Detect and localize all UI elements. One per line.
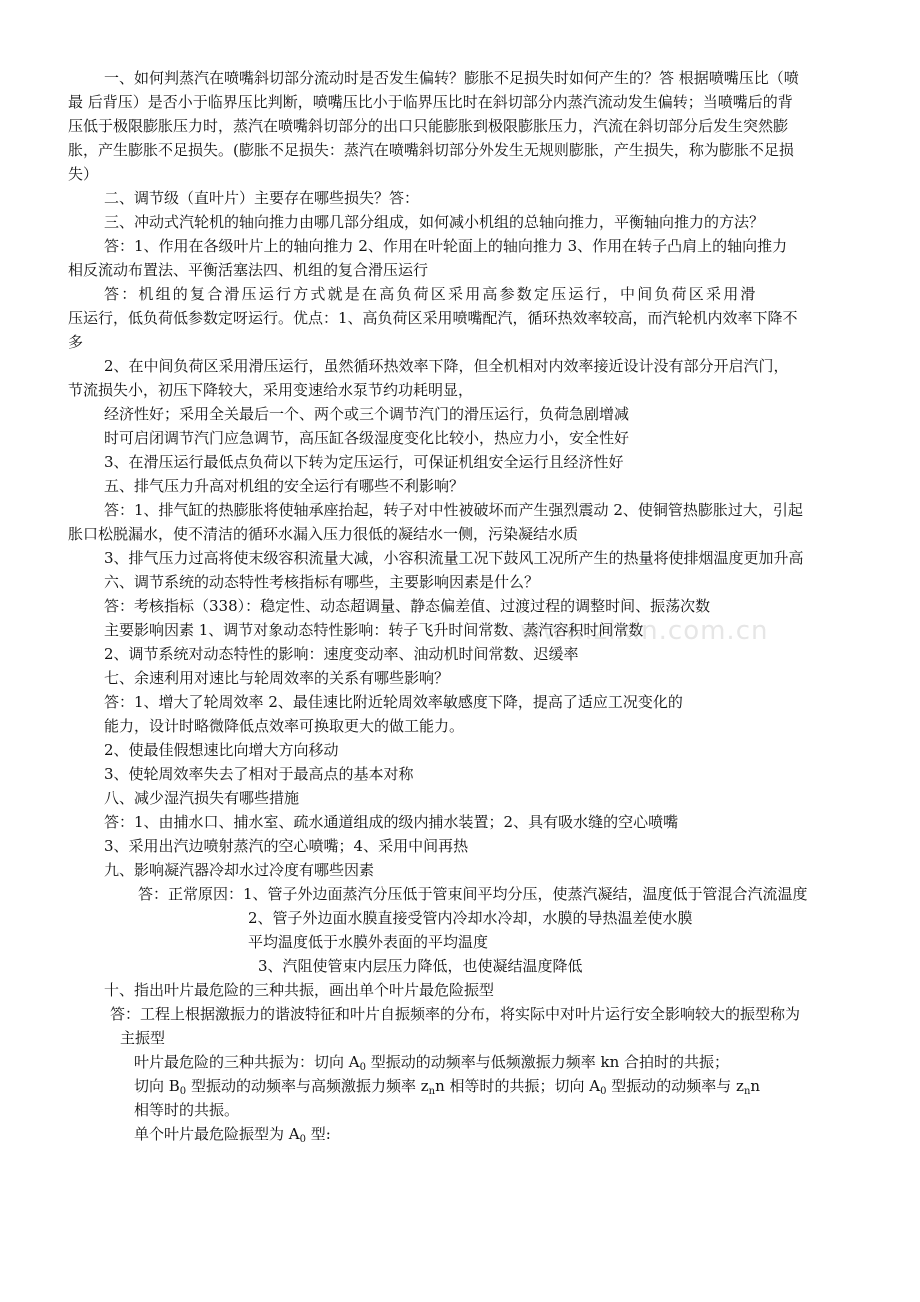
subscript-n: n: [743, 1086, 751, 1097]
q10-answer-6-b: 型:: [305, 1125, 331, 1143]
q4-answer-4: 2、在中间负荷区采用滑压运行，虽然循环热效率下降，但全机相对内效率接近设计没有部分开启汽门，: [104, 357, 789, 375]
q1-line-3: 压低于极限膨胀压力时，蒸汽在喷嘴斜切部分的出口只能膨胀到极限膨胀压力，汽流在斜切部分后发生突然膨: [68, 117, 789, 135]
q10-answer-4-d: 型振动的动频率与 z: [606, 1077, 744, 1095]
q1-line-5: 失）: [68, 165, 99, 183]
q3-answer-1: 答：1、作用在各级叶片上的轴向推力 2、作用在叶轮面上的轴向推力 3、作用在转子凸肩上的轴向推力: [104, 237, 788, 255]
q4-answer-6: 经济性好；采用全关最后一个、两个或三个调节汽门的滑压运行，负荷急剧增减: [104, 405, 630, 423]
q9-answer-2: 2、管子外边面水膜直接受管内冷却水冷却，水膜的导热温差使水膜: [248, 909, 693, 927]
q9-heading: 九、影响凝汽器冷却水过冷度有哪些因素: [104, 861, 375, 879]
q10-answer-4-e: n: [750, 1077, 761, 1095]
q4-answer-2: 压运行，低负荷低参数定呀运行。优点：1、高负荷区采用喷嘴配汽，循环热效率较高，而汽轮机内效率下降不: [68, 309, 798, 327]
q10-answer-4: [134, 1074, 760, 1098]
q4-answer-1: 答：机组的复合滑压运行方式就是在高负荷区采用高参数定压运行，中间负荷区采用滑: [104, 285, 758, 303]
q6-answer-3: 2、调节系统对动态特性的影响：速度变动率、油动机时间常数、迟缓率: [104, 645, 579, 663]
q9-answer-4: 3、汽阻使管束内层压力降低，也使凝结温度降低: [258, 957, 583, 975]
q4-answer-8: 3、在滑压运行最低点负荷以下转为定压运行，可保证机组安全运行且经济性好: [104, 453, 624, 471]
q8-answer-1: 答：1、由捕水口、捕水室、疏水通道组成的级内捕水装置；2、具有吸水缝的空心喷嘴: [104, 813, 679, 831]
q7-answer-4: 3、使轮周效率失去了相对于最高点的基本对称: [104, 765, 414, 783]
q4-answer-3: 多: [68, 333, 84, 351]
q7-answer-3: 2、使最佳假想速比向增大方向移动: [104, 741, 339, 759]
q10-answer-2: 主振型: [120, 1029, 166, 1047]
q10-answer-5: 相等时的共振。: [134, 1101, 240, 1119]
q7-answer-2: 能力，设计时略微降低点效率可换取更大的做工能力。: [104, 717, 465, 735]
q10-answer-4-a: 切向 B: [134, 1077, 180, 1095]
q7-heading: 七、余速利用对速比与轮周效率的关系有哪些影响？: [104, 669, 450, 687]
subscript-0: 0: [179, 1086, 187, 1097]
q10-answer-6: [134, 1122, 331, 1146]
q7-answer-1: 答：1、增大了轮周效率 2、最佳速比附近轮周效率敏感度下降，提高了适应工况变化的: [104, 693, 683, 711]
q1-line-2: 最 后背压）是否小于临界压比判断，喷嘴压比小于临界压比时在斜切部分内蒸汽流动发生偏转；当喷嘴后的背: [68, 93, 793, 111]
subscript-0: 0: [359, 1062, 366, 1073]
q4-answer-7: 时可启闭调节汽门应急调节，高压缸各级湿度变化比较小，热应力小，安全性好: [104, 429, 630, 447]
subscript-0: 0: [299, 1134, 306, 1145]
q3-answer-2: 相反流动布置法、平衡活塞法四、机组的复合滑压运行: [68, 261, 429, 279]
q6-answer-1: 答：考核指标（338）：稳定性、动态超调量、静态偏差值、过渡过程的调整时间、振荡次数: [104, 597, 711, 615]
q4-answer-5: 节流损失小，初压下降较大，采用变速给水泵节约功耗明显，: [68, 381, 474, 399]
q10-answer-4-b: 型振动的动频率与高频激振力频率 z: [186, 1077, 429, 1095]
q1-line-1: 一、如何判蒸汽在喷嘴斜切部分流动时是否发生偏转？膨胀不足损失时如何产生的？答 根据喷嘴压比（喷: [104, 69, 799, 87]
q6-answer-2: 主要影响因素 1、调节对象动态特性影响：转子飞升时间常数、蒸汽容积时间常数: [104, 621, 644, 639]
q6-heading: 六、调节系统的动态特性考核指标有哪些，主要影响因素是什么？: [104, 573, 540, 591]
q5-answer-1: 答：1、排气缸的热膨胀将使轴承座抬起，转子对中性被破坏而产生强烈震动 2、使铜管热膨胀过大，引起: [104, 501, 803, 519]
subscript-n: n: [428, 1086, 436, 1097]
q5-answer-2: 胀口松脱漏水，使不清洁的循环水漏入压力很低的凝结水一侧，污染凝结水质: [68, 525, 579, 543]
q8-heading: 八、减少湿汽损失有哪些措施: [104, 789, 300, 807]
subscript-0: 0: [600, 1086, 607, 1097]
q2-heading: 二、调节级（直叶片）主要存在哪些损失？答：: [104, 189, 420, 207]
q1-line-4: 胀，产生膨胀不足损失。(膨胀不足损失：蒸汽在喷嘴斜切部分外发生无规则膨胀，产生损失，称为膨胀不足损: [68, 141, 794, 159]
q9-answer-3: 平均温度低于水膜外表面的平均温度: [248, 933, 489, 951]
q8-answer-2: 3、采用出汽边喷射蒸汽的空心喷嘴；4、采用中间再热: [104, 837, 469, 855]
q10-heading: 十、指出叶片最危险的三种共振，画出单个叶片最危险振型: [104, 981, 495, 999]
q10-answer-3-a: 叶片最危险的三种共振为：切向 A: [134, 1053, 360, 1071]
q10-answer-6-a: 单个叶片最危险振型为 A: [134, 1125, 300, 1143]
q10-answer-3: [134, 1050, 729, 1074]
q10-answer-3-b: 型振动的动频率与低频激振力频率 kn 合拍时的共振；: [365, 1053, 730, 1071]
q10-answer-1: 答：工程上根据激振力的谐波特征和叶片自振频率的分布，将实际中对叶片运行安全影响较大的振型称为: [110, 1005, 801, 1023]
q5-heading: 五、排气压力升高对机组的安全运行有哪些不利影响？: [104, 477, 465, 495]
q5-answer-3: 3、排气压力过高将使末级容积流量大减，小容积流量工况下鼓风工况所产生的热量将使排烟温度更加升高: [104, 549, 804, 567]
q3-heading: 三、冲动式汽轮机的轴向推力由哪几部分组成，如何减小机组的总轴向推力，平衡轴向推力的方法？: [104, 213, 765, 231]
q10-answer-4-c: n 相等时的共振；切向 A: [435, 1077, 601, 1095]
watermark: www.zixin.com.cn: [520, 616, 769, 646]
q9-answer-1: 答：正常原因：1、管子外边面蒸汽分压低于管束间平均分压，使蒸汽凝结，温度低于管混合汽流温度: [138, 885, 808, 903]
